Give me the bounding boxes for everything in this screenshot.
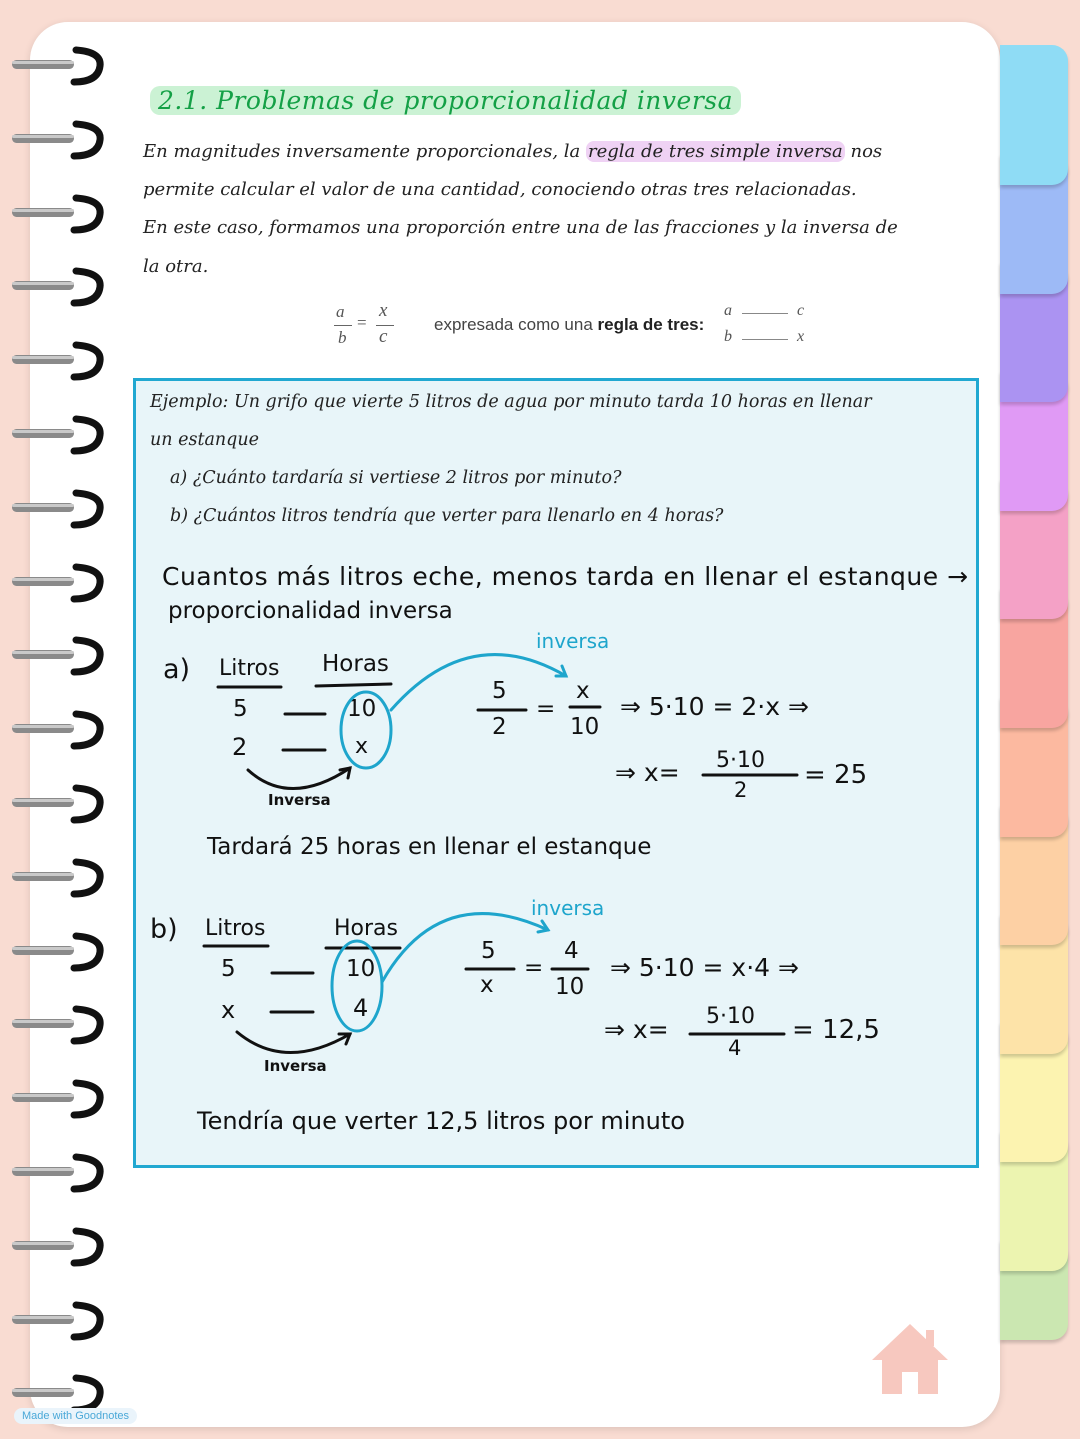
rule-b: b	[724, 328, 732, 345]
fraction-den: 2	[492, 714, 507, 740]
formula-c: c	[379, 326, 388, 347]
equation-a-2: ⇒ x=	[615, 758, 680, 787]
rule-a: a	[724, 302, 732, 319]
spiral-ring-icon	[10, 784, 102, 824]
spiral-ring-icon	[10, 563, 102, 603]
spiral-ring-icon	[10, 1005, 102, 1045]
example-line-2: un estanque	[150, 430, 260, 450]
intro-line-2: permite calcular el valor de una cantidad, conociendo otras tres relacionadas.	[143, 179, 857, 200]
cell: 2	[232, 733, 248, 761]
fraction-den: 2	[734, 778, 748, 802]
rule-x: x	[797, 328, 805, 345]
cell: x	[221, 996, 236, 1024]
answer-b: Tendría que verter 12,5 litros por minuto	[197, 1107, 685, 1135]
spiral-ring-icon	[10, 46, 102, 86]
cell: x	[355, 734, 369, 759]
part-a-label: a)	[163, 654, 191, 685]
rule-c: c	[797, 302, 805, 319]
spiral-ring-icon	[10, 1301, 102, 1341]
equation-a-1: ⇒ 5·10 = 2·x ⇒	[620, 692, 809, 721]
fraction-num: 5·10	[706, 1004, 755, 1029]
fraction-num: 5·10	[716, 748, 765, 773]
spiral-ring-icon	[10, 1227, 102, 1267]
question-a: a) ¿Cuánto tardaría si vertiese 2 litros por minuto?	[170, 468, 622, 488]
index-tab-1[interactable]	[1000, 45, 1068, 185]
highlighted-term: regla de tres simple inversa	[587, 141, 843, 162]
rule-dash	[742, 313, 788, 314]
fraction-num: 4	[564, 938, 579, 964]
cell: 4	[353, 994, 369, 1022]
intro-line-1: En magnitudes inversamente proporcionales, la regla de tres simple inversa nos	[143, 141, 883, 162]
home-icon[interactable]	[870, 1322, 950, 1396]
rule-dash	[742, 339, 788, 340]
equals-sign: =	[524, 955, 544, 981]
spiral-ring-icon	[10, 489, 102, 529]
spiral-ring-icon	[10, 932, 102, 972]
fraction-num: 5	[481, 938, 496, 964]
formula-caption: expresada como una regla de tres:	[434, 315, 705, 334]
fraction-den: 4	[728, 1036, 742, 1060]
intro-line-3: En este caso, formamos una proporción entre una de las fracciones y la inversa de	[143, 217, 898, 238]
fraction-den: x	[480, 972, 494, 998]
example-line-1: Ejemplo: Un grifo que vierte 5 litros de agua por minuto tarda 10 horas en llenar	[150, 392, 872, 412]
cell: 10	[347, 696, 377, 722]
result-a: = 25	[804, 760, 868, 790]
question-b: b) ¿Cuántos litros tendría que verter para llenarlo en 4 horas?	[170, 506, 724, 526]
spiral-ring-icon	[10, 267, 102, 307]
inversa-label: Inversa	[264, 1057, 327, 1075]
spiral-ring-icon	[10, 341, 102, 381]
spiral-ring-icon	[10, 710, 102, 750]
spiral-ring-icon	[10, 636, 102, 676]
cell: 5	[233, 696, 248, 722]
formula-a: a	[336, 302, 345, 321]
inversa-label: inversa	[536, 629, 610, 653]
cell: 5	[221, 956, 236, 982]
col-litros: Litros	[205, 916, 266, 941]
spiral-ring-icon	[10, 415, 102, 455]
equals-sign: =	[536, 696, 556, 722]
equation-b-2: ⇒ x=	[604, 1015, 669, 1044]
formula-b: b	[338, 328, 347, 347]
inversa-label: Inversa	[268, 791, 331, 809]
fraction-bar	[334, 325, 352, 326]
part-b-label: b)	[150, 914, 178, 945]
col-horas: Horas	[322, 651, 389, 677]
spiral-ring-icon	[10, 1079, 102, 1119]
fraction-num: 5	[492, 678, 507, 704]
page-title: 2.1. Problemas de proporcionalidad inversa	[150, 86, 741, 115]
cell: 10	[346, 956, 376, 982]
spiral-ring-icon	[10, 120, 102, 160]
formula-equals: =	[357, 313, 367, 332]
intro-line-4: la otra.	[143, 256, 209, 277]
fraction-den: 10	[555, 974, 585, 1000]
hw-reasoning-line-2: proporcionalidad inversa	[168, 598, 453, 624]
hw-reasoning-line-1: Cuantos más litros eche, menos tarda en llenar el estanque →	[162, 562, 969, 591]
spiral-ring-icon	[10, 1153, 102, 1193]
result-b: = 12,5	[792, 1015, 880, 1045]
col-horas: Horas	[334, 916, 398, 941]
formula-x: x	[379, 300, 388, 321]
col-litros: Litros	[219, 656, 280, 681]
goodnotes-watermark: Made with Goodnotes	[14, 1408, 137, 1424]
fraction-den: 10	[570, 714, 600, 740]
spiral-ring-icon	[10, 858, 102, 898]
spiral-ring-icon	[10, 194, 102, 234]
fraction-num: x	[576, 678, 590, 704]
inversa-label: inversa	[531, 896, 605, 920]
equation-b-1: ⇒ 5·10 = x·4 ⇒	[610, 953, 799, 982]
answer-a: Tardará 25 horas en llenar el estanque	[207, 834, 652, 860]
